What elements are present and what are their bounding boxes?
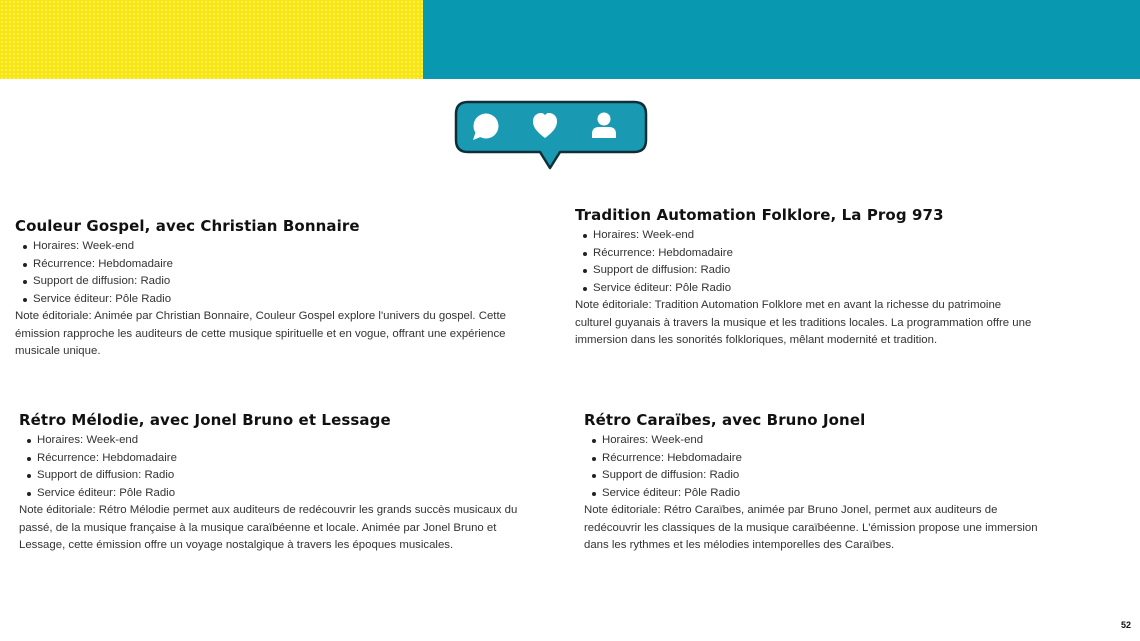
program-section-retro-melodie — [19, 411, 519, 555]
detail-horaires: Horaires: Week-end — [593, 227, 1035, 245]
section-title: Rétro Mélodie, avec Jonel Bruno et Lessage — [19, 411, 391, 429]
detail-support: Support de diffusion: Radio — [37, 467, 519, 485]
editorial-note: Note éditoriale: Animée par Christian Bonnaire, Couleur Gospel explore l'univers du gospel. Cette émission rapproche les auditeurs de cette musique spirituelle et en vogue, offrant une expérience musicale unique. — [15, 310, 506, 357]
program-details-list — [15, 238, 515, 308]
detail-recurrence: Récurrence: Hebdomadaire — [602, 450, 1054, 468]
program-section-tradition-automation-folklore — [575, 206, 1035, 350]
program-section-couleur-gospel — [15, 217, 515, 361]
editorial-note: Note éditoriale: Rétro Caraïbes, animée par Bruno Jonel, permet aux auditeurs de redécouvrir les classiques de la musique caraïbéenne. L'émission propose une immersion dans les rythmes et les mélodies intemporelles des Caraïbes. — [584, 504, 1038, 551]
program-details-list — [575, 227, 1035, 297]
editorial-note: Note éditoriale: Rétro Mélodie permet aux auditeurs de redécouvrir les grands succès musicaux du passé, de la musique française à la musique caraïbéenne et locale. Animée par Jonel Bruno et Lessage, cette émission offre un voyage nostalgique à travers les époques musicales. — [19, 504, 518, 551]
detail-horaires: Horaires: Week-end — [37, 432, 519, 450]
detail-support: Support de diffusion: Radio — [602, 467, 1054, 485]
section-title: Couleur Gospel, avec Christian Bonnaire — [15, 217, 360, 235]
program-details-list — [19, 432, 519, 502]
detail-horaires: Horaires: Week-end — [602, 432, 1054, 450]
header-band-teal — [423, 0, 1140, 79]
detail-support: Support de diffusion: Radio — [593, 262, 1035, 280]
detail-service: Service éditeur: Pôle Radio — [602, 485, 1054, 503]
detail-recurrence: Récurrence: Hebdomadaire — [593, 245, 1035, 263]
detail-service: Service éditeur: Pôle Radio — [37, 485, 519, 503]
detail-service: Service éditeur: Pôle Radio — [593, 280, 1035, 298]
program-section-retro-caraibes — [584, 411, 1054, 555]
detail-recurrence: Récurrence: Hebdomadaire — [33, 256, 515, 274]
detail-service: Service éditeur: Pôle Radio — [33, 291, 515, 309]
detail-recurrence: Récurrence: Hebdomadaire — [37, 450, 519, 468]
page-number: 52 — [1120, 620, 1131, 630]
detail-support: Support de diffusion: Radio — [33, 273, 515, 291]
section-title: Rétro Caraïbes, avec Bruno Jonel — [584, 411, 866, 429]
social-bubble-graphic — [454, 100, 648, 172]
section-title: Tradition Automation Folklore, La Prog 973 — [575, 206, 944, 224]
header-band-yellow — [0, 0, 423, 79]
detail-horaires: Horaires: Week-end — [33, 238, 515, 256]
program-details-list — [584, 432, 1054, 502]
editorial-note: Note éditoriale: Tradition Automation Folklore met en avant la richesse du patrimoine culturel guyanais à travers la musique et les traditions locales. La programmation offre une immersion dans les sonorités folkloriques, mêlant modernité et tradition. — [575, 299, 1032, 346]
